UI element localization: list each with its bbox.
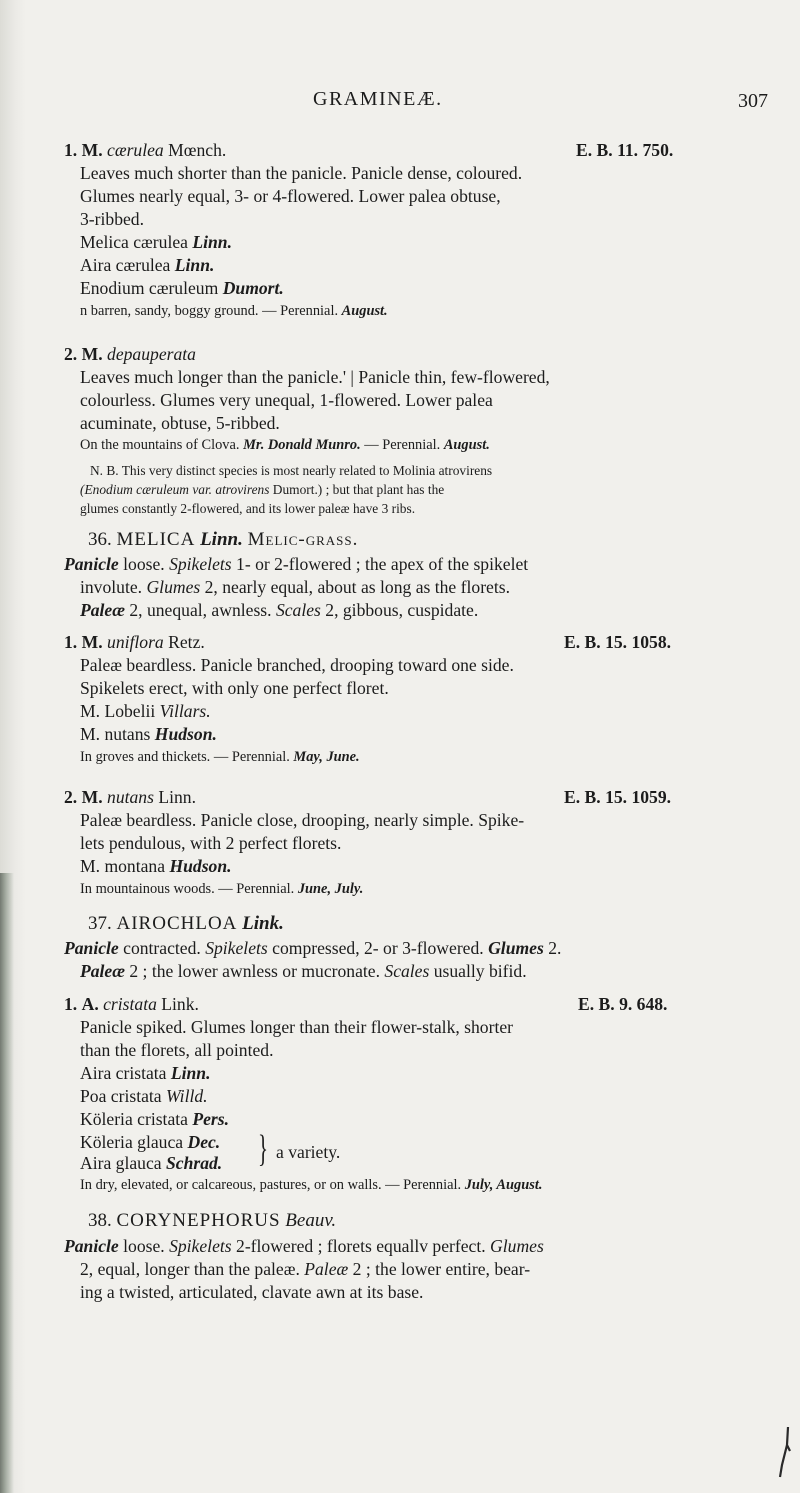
genus-heading: 36. MELICA Linn. Melic-grass. <box>88 529 359 550</box>
footnote-line: N. B. This very distinct species is most nearly related to Molinia atrovirens <box>90 463 493 478</box>
synonym: Melica cærulea Linn. <box>80 232 232 252</box>
brace-glyph: } <box>258 1128 269 1170</box>
reference: E. B. 11. 750. <box>576 140 674 160</box>
synonym: Köleria glauca Dec. <box>80 1132 221 1152</box>
synonym: M. nutans Hudson. <box>80 724 217 744</box>
description-line: Panicle spiked. Glumes longer than their flower-stalk, shorter <box>80 1017 514 1037</box>
page-number: 307 <box>738 90 768 112</box>
genus-character-line: Panicle loose. Spikelets 1- or 2-flowered ; the apex of the spikelet <box>64 554 529 574</box>
entry-heading: 1. A. cristata Link. <box>64 994 199 1014</box>
description-line: Glumes nearly equal, 3- or 4-flowered. Lower palea obtuse, <box>80 186 501 206</box>
footnote-line: (Enodium cæruleum var. atrovirens Dumort.) ; but that plant has the <box>80 482 445 497</box>
entry-heading: 2. M. nutans Linn. <box>64 787 197 807</box>
entry-heading: 1. M. uniflora Retz. <box>64 632 205 652</box>
description-line: acuminate, obtuse, 5-ribbed. <box>80 413 280 433</box>
description-line: Paleæ beardless. Panicle close, drooping, nearly simple. Spike- <box>80 810 525 830</box>
description-line: than the florets, all pointed. <box>80 1040 274 1060</box>
variety-note: a variety. <box>276 1142 341 1162</box>
synonym: Poa cristata Willd. <box>80 1086 208 1106</box>
synonym: Enodium cæruleum Dumort. <box>80 278 284 298</box>
description-line: colourless. Glumes very unequal, 1-flowered. Lower palea <box>80 390 493 410</box>
reference: E. B. 9. 648. <box>578 994 668 1014</box>
synonym: Aira glauca Schrad. <box>80 1153 223 1173</box>
description-line: Spikelets erect, with only one perfect floret. <box>80 678 389 698</box>
genus-character-line: Paleæ 2 ; the lower awnless or mucronate. Scales usually bifid. <box>80 961 527 981</box>
entry-heading: 1. M. cærulea Mœnch. <box>64 140 227 160</box>
habitat: On the mountains of Clova. Mr. Donald Munro. — Perennial. August. <box>80 437 490 453</box>
habitat: In groves and thickets. — Perennial. May, June. <box>80 749 360 765</box>
page-edge-dark-shadow <box>0 873 14 1493</box>
genus-character-line: Panicle contracted. Spikelets compressed, 2- or 3-flowered. Glumes 2. <box>64 938 562 958</box>
genus-character-line: Paleæ 2, unequal, awnless. Scales 2, gibbous, cuspidate. <box>80 600 479 620</box>
reference: E. B. 15. 1058. <box>564 632 672 652</box>
description-line: 3-ribbed. <box>80 209 145 229</box>
description-line: Leaves much longer than the panicle.' | Panicle thin, few-flowered, <box>80 367 550 387</box>
genus-character-line: ing a twisted, articulated, clavate awn at its base. <box>80 1282 424 1302</box>
genus-character-line: Panicle loose. Spikelets 2-flowered ; florets equallv perfect. Glumes <box>64 1236 544 1256</box>
habitat: n barren, sandy, boggy ground. — Perennial. August. <box>80 303 388 319</box>
synonym: Aira cærulea Linn. <box>80 255 215 275</box>
genus-heading: 38. CORYNEPHORUS Beauv. <box>88 1210 337 1231</box>
genus-character-line: 2, equal, longer than the paleæ. Paleæ 2 ; the lower entire, bear- <box>80 1259 531 1279</box>
habitat: In dry, elevated, or calcareous, pastures, or on walls. — Perennial. July, August. <box>80 1177 543 1193</box>
habitat: In mountainous woods. — Perennial. June, July. <box>80 881 364 897</box>
reference: E. B. 15. 1059. <box>564 787 672 807</box>
genus-heading: 37. AIROCHLOA Link. <box>88 913 284 934</box>
description-line: Paleæ beardless. Panicle branched, drooping toward one side. <box>80 655 514 675</box>
running-head: GRAMINEÆ. <box>313 88 443 110</box>
description-line: lets pendulous, with 2 perfect florets. <box>80 833 342 853</box>
synonym: Aira cristata Linn. <box>80 1063 211 1083</box>
genus-character-line: involute. Glumes 2, nearly equal, about as long as the florets. <box>80 577 510 597</box>
entry-heading: 2. M. depauperata <box>64 344 196 364</box>
page-header <box>0 88 800 118</box>
pencil-mark <box>778 1425 792 1479</box>
footnote-line: glumes constantly 2-flowered, and its lower paleæ have 3 ribs. <box>80 501 416 516</box>
description-line: Leaves much shorter than the panicle. Panicle dense, coloured. <box>80 163 523 183</box>
synonym: M. Lobelii Villars. <box>80 701 211 721</box>
synonym: Köleria cristata Pers. <box>80 1109 230 1129</box>
synonym: M. montana Hudson. <box>80 856 232 876</box>
